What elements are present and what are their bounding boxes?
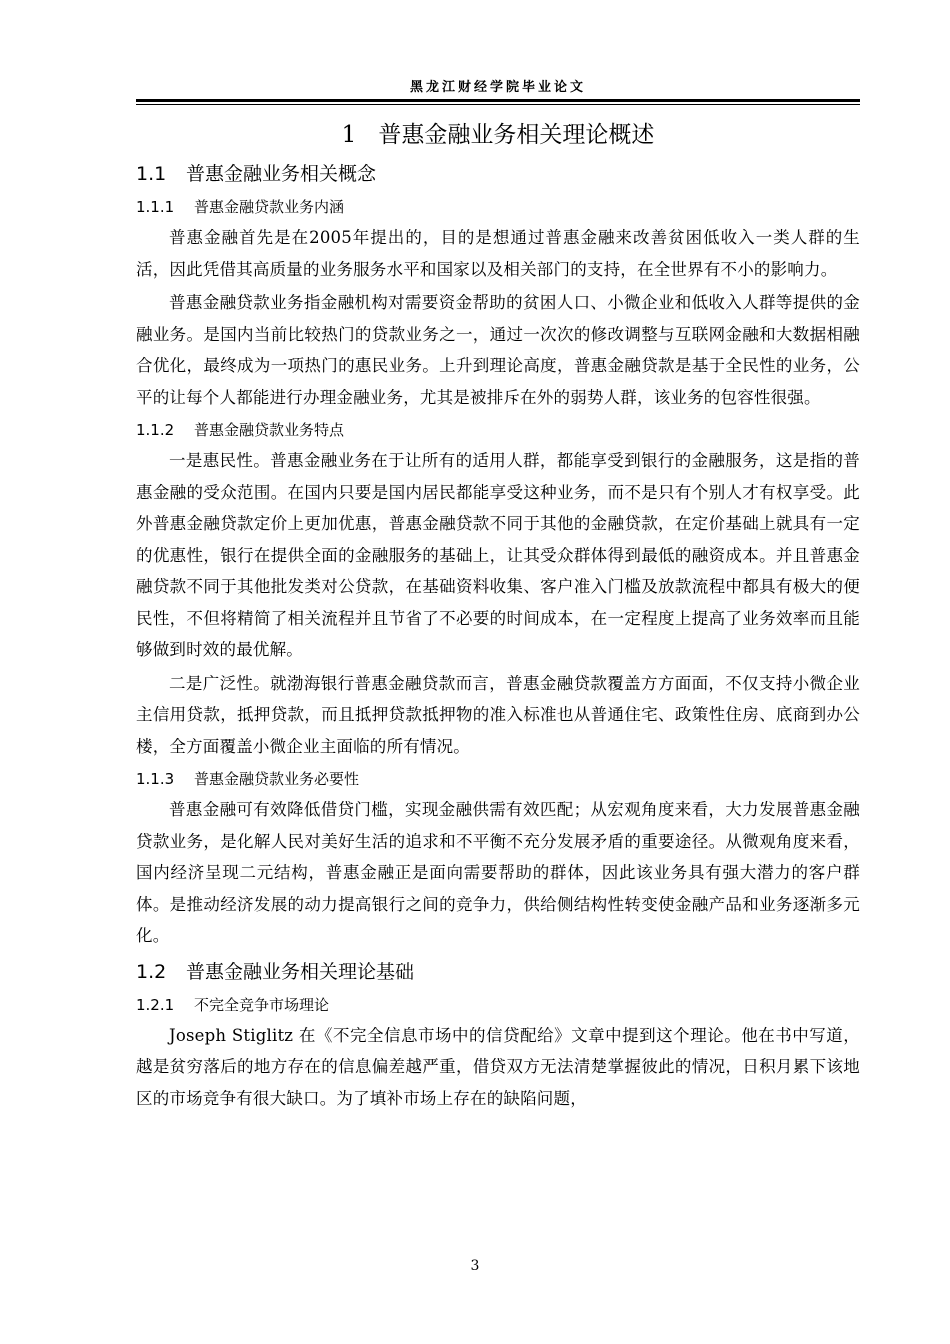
subsection-number: 1.1.2 xyxy=(136,421,175,439)
subsection-number: 1.1.1 xyxy=(136,198,175,216)
page-content xyxy=(136,116,860,1116)
section-title: 普惠金融业务相关概念 xyxy=(186,163,377,185)
body-paragraph: 普惠金融可有效降低借贷门槛，实现金融供需有效匹配；从宏观角度来看，大力发展普惠金融贷款业务，是化解人民对美好生活的追求和不平衡不充分发展矛盾的重要途径。从微观角度来看，国内经济呈现二元结构，普惠金融正是面向需要帮助的群体，因此该业务具有强大潜力的客户群体。是推动经济发展的动力提高银行之间的竞争力，供给侧结构性转变使金融产品和业务逐渐多元化。 xyxy=(136,800,860,945)
subsection-heading xyxy=(136,192,860,222)
subsection-number: 1.1.3 xyxy=(136,770,175,788)
body-paragraph: 普惠金融首先是在2005年提出的，目的是想通过普惠金融来改善贫困低收入一类人群的生活，因此凭借其高质量的业务服务水平和国家以及相关部门的支持，在全世界有不小的影响力。 xyxy=(136,228,860,279)
chapter-title: 普惠金融业务相关理论概述 xyxy=(378,122,655,148)
subsection-heading xyxy=(136,764,860,794)
subsection-title: 普惠金融贷款业务必要性 xyxy=(194,770,360,788)
chapter-number: 1 xyxy=(341,122,357,148)
header-rule-thin xyxy=(136,104,860,105)
body-paragraph: Joseph Stiglitz 在《不完全信息市场中的信贷配给》文章中提到这个理论。他在书中写道，越是贫穷落后的地方存在的信息偏差越严重，借贷双方无法清楚掌握彼此的情况，日积月累下该地区的市场竞争有很大缺口。为了填补市场上存在的缺陷问题， xyxy=(136,1025,860,1108)
section-number: 1.1 xyxy=(136,163,167,185)
chapter-heading xyxy=(136,116,860,154)
subsection-title: 不完全竞争市场理论 xyxy=(194,995,330,1014)
section-title: 普惠金融业务相关理论基础 xyxy=(186,960,415,983)
body-paragraph: 普惠金融贷款业务指金融机构对需要资金帮助的贫困人口、小微企业和低收入人群等提供的金融业务。是国内当前比较热门的贷款业务之一，通过一次次的修改调整与互联网金融和大数据相融合优化，最终成为一项热门的惠民业务。上升到理论高度，普惠金融贷款是基于全民性的业务，公平的让每个人都能进行办理金融业务，尤其是被排斥在外的弱势人群，该业务的包容性很强。 xyxy=(136,293,860,407)
body-paragraph: 二是广泛性。就渤海银行普惠金融贷款而言，普惠金融贷款覆盖方方面面，不仅支持小微企业主信用贷款，抵押贷款，而且抵押贷款抵押物的准入标准也从普通住宅、政策性住房、底商到办公楼，全方面覆盖小微企业主面临的所有情况。 xyxy=(136,673,860,756)
subsection-heading xyxy=(136,990,860,1020)
header-rule-thick xyxy=(136,99,860,102)
section-number: 1.2 xyxy=(136,960,167,983)
page-number: 3 xyxy=(470,1258,480,1274)
subsection-title: 普惠金融贷款业务特点 xyxy=(194,421,345,439)
running-header: 黑龙江财经学院毕业论文 xyxy=(409,80,586,95)
subsection-heading xyxy=(136,415,860,445)
section-heading xyxy=(136,156,860,192)
section-heading xyxy=(136,954,860,990)
subsection-number: 1.2.1 xyxy=(136,995,175,1014)
body-paragraph: 一是惠民性。普惠金融业务在于让所有的适用人群，都能享受到银行的金融服务，这是指的普惠金融的受众范围。在国内只要是国内居民都能享受这种业务，而不是只有个别人才有权享受。此外普惠金融贷款定价上更加优惠，普惠金融贷款不同于其他的金融贷款，在定价基础上就具有一定的优惠性，银行在提供全面的金融服务的基础上，让其受众群体得到最低的融资成本。并且普惠金融贷款不同于其他批发类对公贷款，在基础资料收集、客户准入门槛及放款流程中都具有极大的便民性，不但将精简了相关流程并且节省了不必要的时间成本，在一定程度上提高了业务效率而且能够做到时效的最优解。 xyxy=(136,451,860,659)
subsection-title: 普惠金融贷款业务内涵 xyxy=(194,198,345,216)
